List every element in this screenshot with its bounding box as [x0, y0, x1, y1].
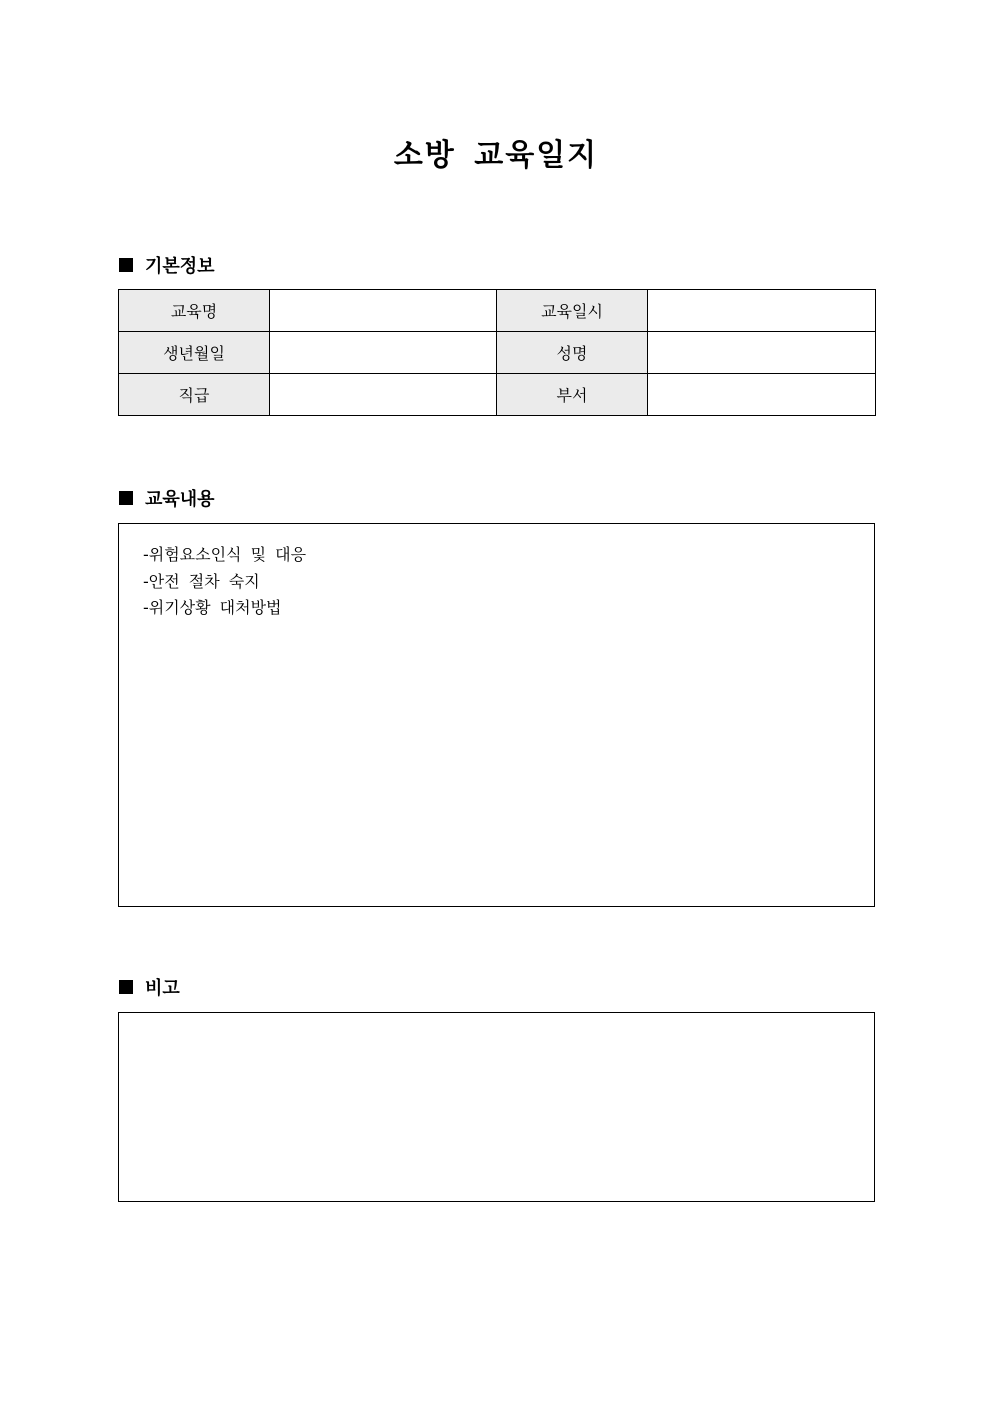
course-datetime-label: 교육일시 [497, 290, 648, 332]
remarks-heading [119, 975, 180, 999]
table-row [119, 374, 876, 416]
table-row [119, 332, 876, 374]
content-heading [119, 486, 215, 510]
bullet-square-icon [119, 258, 133, 272]
bullet-square-icon [119, 980, 133, 994]
position-field[interactable] [270, 374, 497, 416]
bullet-square-icon [119, 491, 133, 505]
content-line: -위기상황 대처방법 [143, 598, 282, 617]
name-label: 성명 [497, 332, 648, 374]
course-datetime-field[interactable] [648, 290, 876, 332]
basic-info-heading [119, 253, 215, 277]
name-field[interactable] [648, 332, 876, 374]
remarks-box[interactable] [118, 1012, 875, 1202]
basic-info-heading-label: 기본정보 [145, 256, 215, 277]
content-lines [143, 542, 306, 622]
content-heading-label: 교육내용 [145, 489, 215, 510]
birthdate-field[interactable] [270, 332, 497, 374]
course-name-label: 교육명 [119, 290, 270, 332]
table-row [119, 290, 876, 332]
document-title: 소방 교육일지 [393, 138, 599, 173]
content-box[interactable] [118, 523, 875, 907]
birthdate-label: 생년월일 [119, 332, 270, 374]
content-line: -위험요소인식 및 대응 [143, 545, 307, 564]
department-field[interactable] [648, 374, 876, 416]
remarks-heading-label: 비고 [145, 978, 180, 999]
content-line: -안전 절차 숙지 [143, 571, 260, 591]
position-label: 직급 [119, 374, 270, 416]
basic-info-table [118, 289, 876, 416]
department-label: 부서 [497, 374, 648, 416]
course-name-field[interactable] [270, 290, 497, 332]
